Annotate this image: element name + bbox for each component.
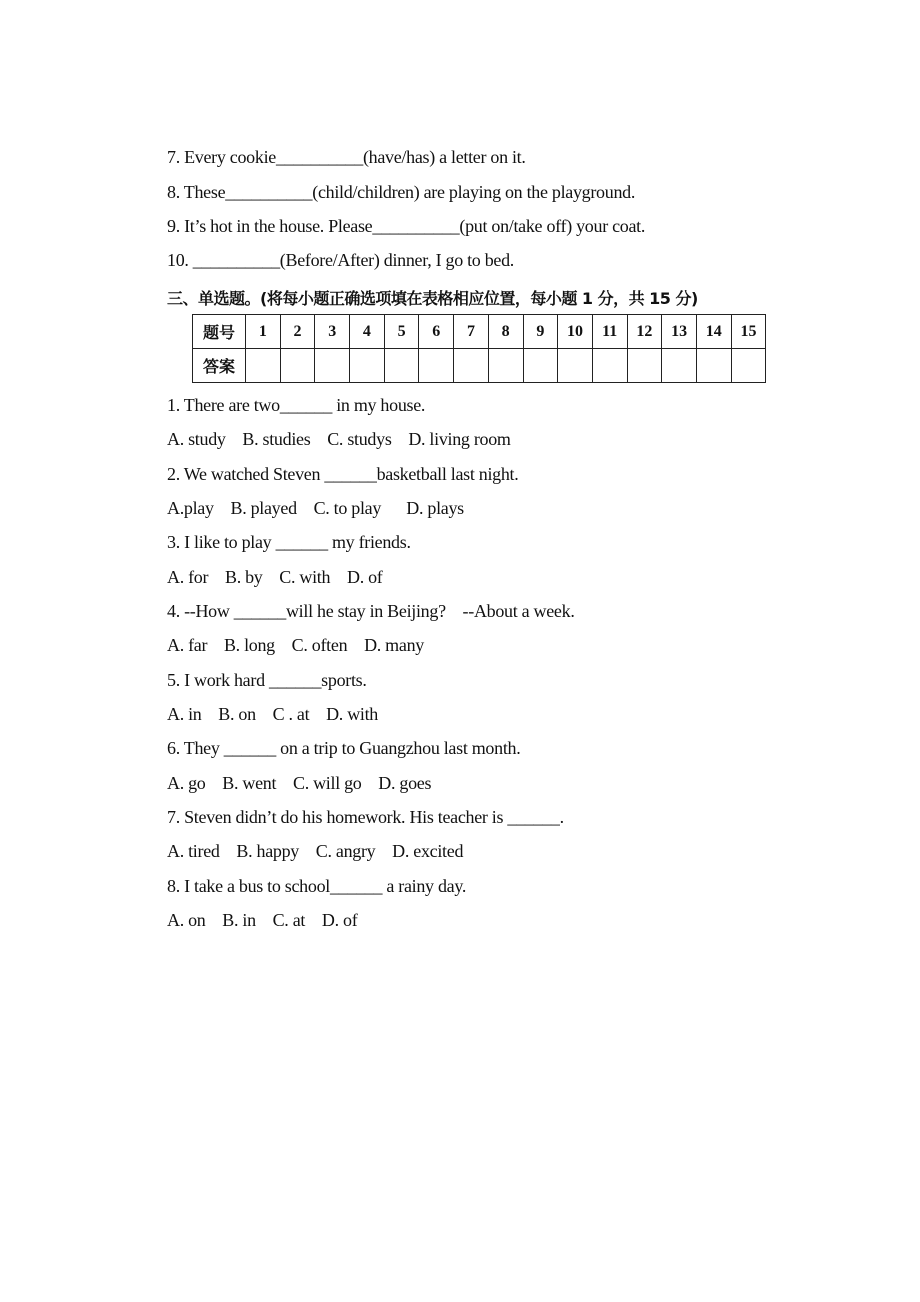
question-6: 6. They ______ on a trip to Guangzhou last month. — [167, 738, 521, 758]
answer-cell[interactable] — [350, 349, 385, 383]
table-number-cell: 14 — [696, 315, 731, 349]
answer-cell[interactable] — [280, 349, 315, 383]
fill-in-item-10: 10. __________(Before/After) dinner, I go to bed. — [167, 250, 514, 270]
answer-cell[interactable] — [315, 349, 350, 383]
answer-cell[interactable] — [558, 349, 593, 383]
options-1: A. study B. studies C. studys D. living room — [167, 429, 511, 449]
answer-cell[interactable] — [246, 349, 281, 383]
answer-table — [192, 314, 766, 383]
table-number-cell: 13 — [662, 315, 697, 349]
answer-cell[interactable] — [592, 349, 627, 383]
question-7: 7. Steven didn’t do his homework. His teacher is ______. — [167, 807, 564, 827]
table-number-cell: 3 — [315, 315, 350, 349]
table-number-cell: 15 — [731, 315, 766, 349]
options-4: A. far B. long C. often D. many — [167, 635, 424, 655]
fill-in-item-9: 9. It’s hot in the house. Please__________(put on/take off) your coat. — [167, 216, 646, 236]
answer-cell[interactable] — [454, 349, 489, 383]
options-2: A.play B. played C. to play D. plays — [167, 498, 464, 518]
answer-table-number-row — [193, 315, 766, 349]
table-number-cell: 4 — [350, 315, 385, 349]
table-number-cell: 5 — [384, 315, 419, 349]
answer-cell[interactable] — [523, 349, 558, 383]
options-7: A. tired B. happy C. angry D. excited — [167, 841, 464, 861]
table-number-cell: 2 — [280, 315, 315, 349]
table-number-cell: 8 — [488, 315, 523, 349]
fill-in-item-7: 7. Every cookie__________(have/has) a letter on it. — [167, 147, 526, 167]
section-heading: 三、单选题。(将每小题正确选项填在表格相应位置，每小题 1 分，共 15 分) — [167, 289, 698, 308]
answer-cell[interactable] — [384, 349, 419, 383]
answer-cell[interactable] — [731, 349, 766, 383]
question-1: 1. There are two______ in my house. — [167, 395, 426, 415]
table-number-cell: 1 — [246, 315, 281, 349]
table-number-cell: 12 — [627, 315, 662, 349]
table-number-cell: 10 — [558, 315, 593, 349]
row-label-number: 题号 — [193, 315, 246, 349]
table-number-cell: 9 — [523, 315, 558, 349]
options-6: A. go B. went C. will go D. goes — [167, 773, 432, 793]
answer-cell[interactable] — [419, 349, 454, 383]
answer-cell[interactable] — [627, 349, 662, 383]
options-5: A. in B. on C . at D. with — [167, 704, 379, 724]
question-5: 5. I work hard ______sports. — [167, 670, 367, 690]
answer-table-answer-row — [193, 349, 766, 383]
question-8: 8. I take a bus to school______ a rainy day. — [167, 876, 467, 896]
options-3: A. for B. by C. with D. of — [167, 567, 383, 587]
question-3: 3. I like to play ______ my friends. — [167, 532, 411, 552]
row-label-answer: 答案 — [193, 349, 246, 383]
answer-cell[interactable] — [488, 349, 523, 383]
answer-cell[interactable] — [696, 349, 731, 383]
table-number-cell: 7 — [454, 315, 489, 349]
table-number-cell: 11 — [592, 315, 627, 349]
table-number-cell: 6 — [419, 315, 454, 349]
options-8: A. on B. in C. at D. of — [167, 910, 358, 930]
question-4: 4. --How ______will he stay in Beijing? --About a week. — [167, 601, 575, 621]
fill-in-item-8: 8. These__________(child/children) are playing on the playground. — [167, 182, 636, 202]
question-2: 2. We watched Steven ______basketball last night. — [167, 464, 519, 484]
answer-cell[interactable] — [662, 349, 697, 383]
